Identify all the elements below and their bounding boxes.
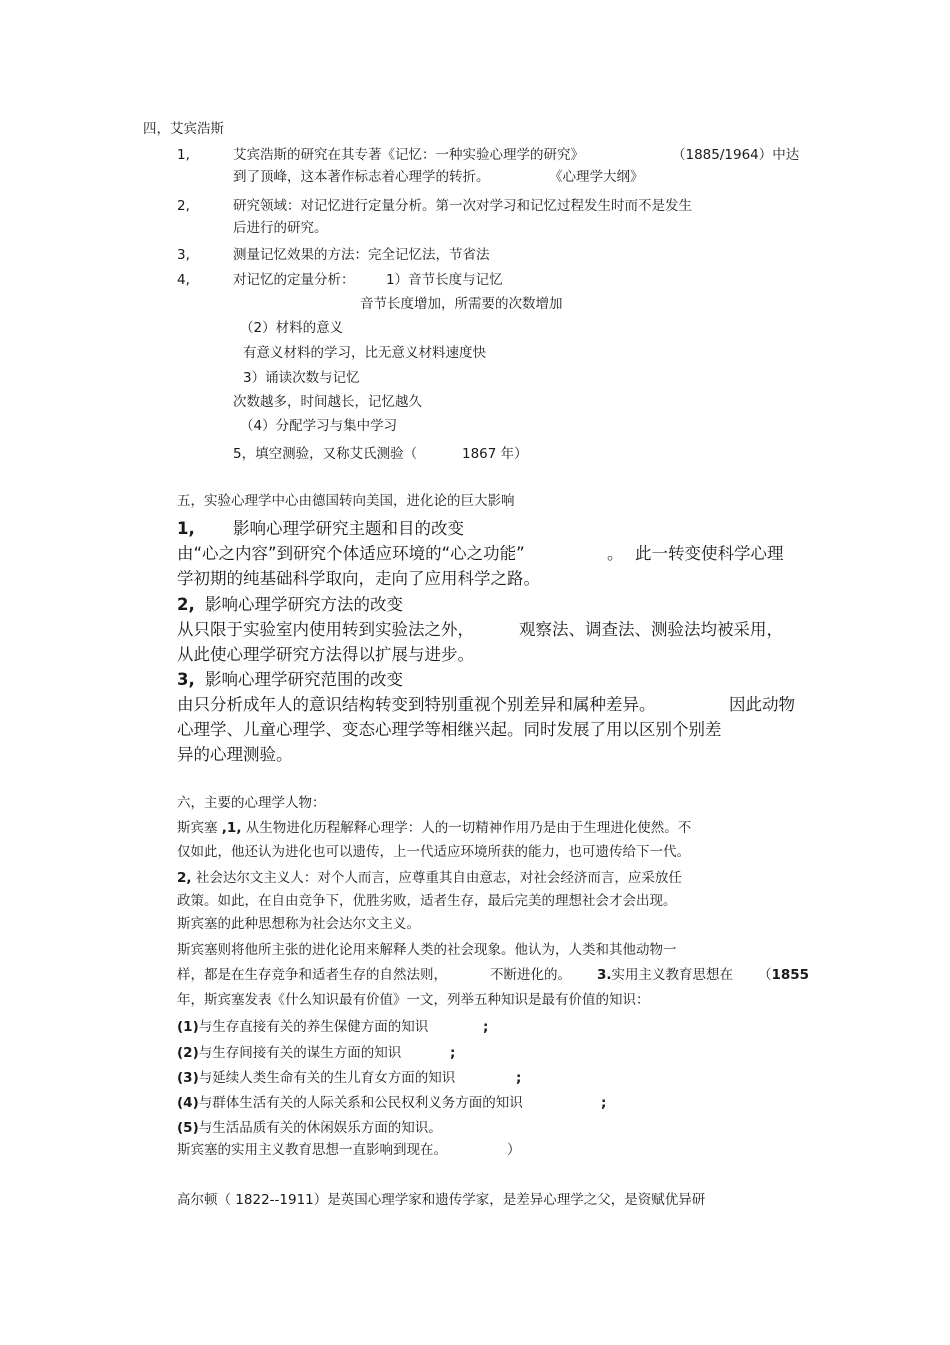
item-4-sub-a: 1）音节长度与记忆 xyxy=(386,272,503,288)
knowledge-item-4-punct: ; xyxy=(601,1095,607,1111)
item-4-sub-c-note: 次数越多，时间越长，记忆越久 xyxy=(233,394,422,410)
point-1-number: 1, xyxy=(177,519,195,538)
point-2-number: 2, xyxy=(177,595,195,614)
item-4-sub-d: （4）分配学习与集中学习 xyxy=(240,418,398,434)
spencer-3-line-2: 年，斯宾塞发表《什么知识最有价值》一文，列举五种知识是最有价值的知识： xyxy=(177,992,650,1008)
knowledge-item-1: (1)与生存直接有关的养生保健方面的知识 xyxy=(177,1019,429,1035)
knowledge-item-1-punct: ; xyxy=(483,1019,489,1035)
spencer-2-line-5a: 样，都是在生存竞争和适者生存的自然法则， xyxy=(177,967,447,983)
item-4-sub-c: 3）诵读次数与记忆 xyxy=(243,370,360,386)
point-3-line-3: 异的心理测验。 xyxy=(177,745,293,764)
point-3-line-1b: 因此动物 xyxy=(729,695,795,714)
item-4-sub-b: （2）材料的意义 xyxy=(240,320,344,336)
item-2-line-1: 研究领域：对记忆进行定量分析。第一次对学习和记忆过程发生时而不是发生 xyxy=(233,198,692,214)
point-2-title: 影响心理学研究方法的改变 xyxy=(205,595,403,614)
point-2-line-1b: 观察法、调查法、测验法均被采用， xyxy=(519,620,783,639)
point-3-line-1a: 由只分析成年人的意识结构转变到特别重视个别差异和属种差异。 xyxy=(177,695,656,714)
item-1-line-1: 艾宾浩斯的研究在其专著《记忆：一种实验心理学的研究》 xyxy=(233,147,584,163)
knowledge-item-2-punct: ; xyxy=(450,1045,456,1061)
section-6-heading: 六，主要的心理学人物： xyxy=(177,795,326,811)
knowledge-item-5: (5)与生活品质有关的休闲娱乐方面的知识。 xyxy=(177,1120,442,1136)
point-3-title: 影响心理学研究范围的改变 xyxy=(205,670,403,689)
spencer-2-line-5b: 不断进化的。 xyxy=(490,967,571,983)
item-4-sub-a-note: 音节长度增加，所需要的次数增加 xyxy=(360,296,563,312)
item-1-number: 1, xyxy=(177,147,190,163)
item-4-number: 4, xyxy=(177,272,190,288)
spencer-3-line-1: 3.实用主义教育思想在 xyxy=(597,967,734,983)
point-1-line-2: 学初期的纯基础科学取向，走向了应用科学之路。 xyxy=(177,569,540,588)
item-3-number: 3, xyxy=(177,247,190,263)
spencer-2-line-3: 斯宾塞的此种思想称为社会达尔文主义。 xyxy=(177,916,420,932)
closing-paren: ） xyxy=(507,1142,521,1158)
point-1-line-1a: 由“心之内容”到研究个体适应环境的“心之功能” xyxy=(177,544,525,563)
spencer-1-line-2: 仅如此，他还认为进化也可以遗传，上一代适应环境所获的能力，也可遗传给下一代。 xyxy=(177,844,690,860)
item-5-text: 5，填空测验，又称艾氏测验（ xyxy=(233,446,418,462)
item-1-year: （1885/1964）中达 xyxy=(672,147,800,163)
point-2-line-1a: 从只限于实验室内使用转到实验法之外， xyxy=(177,620,474,639)
item-1-line-2: 到了顶峰，这本著作标志着心理学的转折。 xyxy=(233,169,490,185)
knowledge-item-3-punct: ; xyxy=(516,1070,522,1086)
spencer-2-line-2: 政策。如此，在自由竞争下，优胜劣败，适者生存，最后完美的理想社会才会出现。 xyxy=(177,893,677,909)
spencer-2-line-4: 斯宾塞则将他所主张的进化论用来解释人类的社会现象。他认为，人类和其他动物一 xyxy=(177,942,677,958)
item-4-sub-b-note: 有意义材料的学习，比无意义材料速度快 xyxy=(243,345,486,361)
spencer-3-year: （1855 xyxy=(758,967,810,983)
knowledge-item-2: (2)与生存间接有关的谋生方面的知识 xyxy=(177,1045,402,1061)
spencer-1-line-1: 斯宾塞 ,1, 从生物进化历程解释心理学：人的一切精神作用乃是由于生理进化使然。不 xyxy=(177,820,692,836)
spencer-2-line-1: 2, 社会达尔文主义人：对个人而言，应尊重其自由意志，对社会经济而言，应采放任 xyxy=(177,870,682,886)
item-2-line-2: 后进行的研究。 xyxy=(233,220,328,236)
section-5-heading: 五，实验心理学中心由德国转向美国，进化论的巨大影响 xyxy=(177,493,515,509)
point-3-line-2: 心理学、儿童心理学、变态心理学等相继兴起。同时发展了用以区别个别差 xyxy=(177,720,722,739)
item-5-year: 1867 年） xyxy=(462,446,528,462)
spencer-3-conclusion: 斯宾塞的实用主义教育思想一直影响到现在。 xyxy=(177,1142,447,1158)
item-3-text: 测量记忆效果的方法：完全记忆法，节省法 xyxy=(233,247,490,263)
knowledge-item-4: (4)与群体生活有关的人际关系和公民权利义务方面的知识 xyxy=(177,1095,523,1111)
point-3-number: 3, xyxy=(177,670,195,689)
point-1-title: 影响心理学研究主题和目的改变 xyxy=(233,519,464,538)
point-2-line-2: 从此使心理学研究方法得以扩展与进步。 xyxy=(177,645,474,664)
item-2-number: 2, xyxy=(177,198,190,214)
point-1-line-1b: 。 xyxy=(607,544,624,563)
knowledge-item-3: (3)与延续人类生命有关的生儿育女方面的知识 xyxy=(177,1070,456,1086)
galton-line-1: 高尔顿（ 1822--1911）是英国心理学家和遗传学家，是差异心理学之父，是资赋优异研 xyxy=(177,1192,706,1208)
item-1-book: 《心理学大纲》 xyxy=(549,169,644,185)
item-4-label: 对记忆的定量分析： xyxy=(233,272,355,288)
point-1-line-1c: 此一转变使科学心理 xyxy=(635,544,784,563)
section-4-heading: 四，艾宾浩斯 xyxy=(143,121,224,137)
